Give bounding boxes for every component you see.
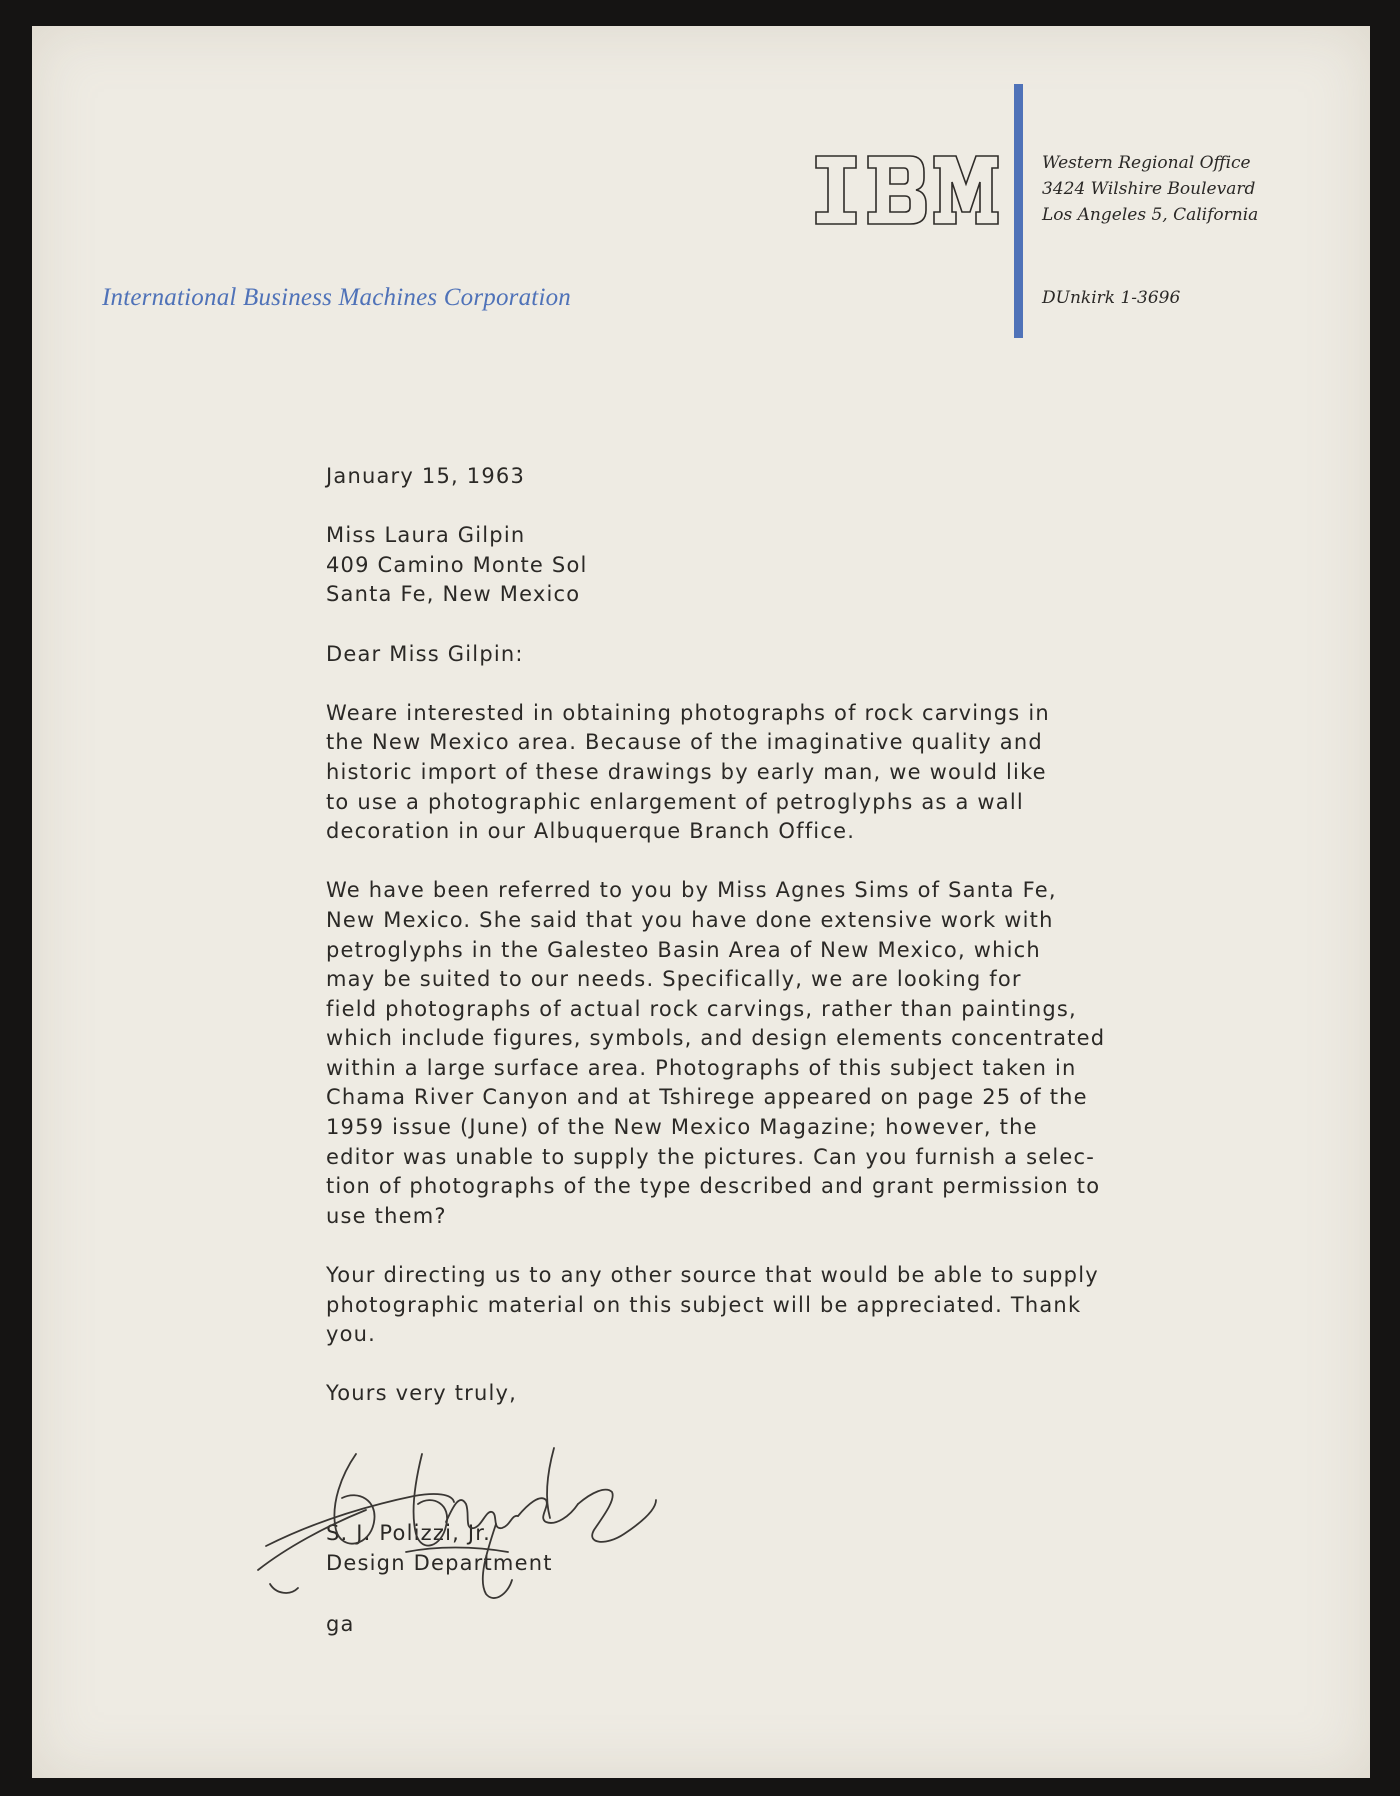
office-phone: DUnkirk 1-3696 (1042, 288, 1181, 308)
paragraph-line: Your directing us to any other source that would be able to supply (326, 1263, 1099, 1288)
recipient-name: Miss Laura Gilpin (326, 523, 526, 548)
recipient-city: Santa Fe, New Mexico (326, 582, 581, 607)
office-city: Los Angeles 5, California (1042, 205, 1259, 225)
paragraph-line: We have been referred to you by Miss Agnes Sims of Santa Fe, (326, 878, 1057, 903)
office-name: Western Regional Office (1042, 153, 1251, 173)
letter-date: January 15, 1963 (326, 464, 526, 488)
closing: Yours very truly, (326, 1381, 518, 1406)
company-name: International Business Machines Corporation (102, 284, 572, 311)
salutation: Dear Miss Gilpin: (326, 641, 524, 666)
paragraph-line: field photographs of actual rock carvings, rather than paintings, (326, 996, 1077, 1021)
paragraph-line: tion of photographs of the type described and grant permission to (326, 1174, 1101, 1199)
paragraph-line: photographic material on this subject will be appreciated. Thank (326, 1292, 1082, 1317)
paragraph-line: Chama River Canyon and at Tshirege appeared on page 25 of the (326, 1085, 1088, 1110)
paragraph-line: historic import of these drawings by early man, we would like (326, 759, 1047, 784)
office-street: 3424 Wilshire Boulevard (1042, 179, 1256, 199)
paragraph-line: to use a photographic enlargement of petroglyphs as a wall (326, 789, 1024, 814)
letter-body (326, 462, 1246, 1409)
typist-initials: ga (326, 1612, 355, 1636)
paragraph-line: New Mexico. She said that you have done extensive work with (326, 907, 1054, 932)
signature-block (326, 1519, 553, 1578)
paragraph-line: the New Mexico area. Because of the imaginative quality and (326, 730, 1043, 755)
letter-page (32, 26, 1370, 1778)
paragraph-line: you. (326, 1322, 377, 1347)
paragraph-2 (326, 876, 1246, 1231)
paragraph-line: may be suited to our needs. Specifically, we are looking for (326, 967, 1022, 992)
paragraph-line: 1959 issue (June) of the New Mexico Magazine; however, the (326, 1115, 1038, 1140)
signer-name: S. J. Polizzi, Jr. (326, 1521, 492, 1545)
paragraph-line: Weare interested in obtaining photographs of rock carvings in (326, 700, 1050, 725)
recipient-street: 409 Camino Monte Sol (326, 552, 588, 577)
paragraph-line: within a large surface area. Photographs of this subject taken in (326, 1055, 1077, 1080)
paragraph-1 (326, 699, 1246, 847)
paragraph-3 (326, 1261, 1246, 1350)
office-address (1042, 150, 1342, 228)
letterhead-divider (1014, 84, 1023, 338)
paragraph-line: which include figures, symbols, and design elements concentrated (326, 1026, 1106, 1051)
recipient-address (326, 521, 1246, 610)
ibm-logo (812, 152, 1002, 228)
signer-department: Design Department (326, 1550, 553, 1575)
paragraph-line: editor was unable to supply the pictures. Can you furnish a selec- (326, 1144, 1096, 1169)
paragraph-line: use them? (326, 1203, 447, 1228)
paragraph-line: decoration in our Albuquerque Branch Office. (326, 819, 856, 844)
paragraph-line: petroglyphs in the Galesteo Basin Area of New Mexico, which (326, 937, 1041, 962)
